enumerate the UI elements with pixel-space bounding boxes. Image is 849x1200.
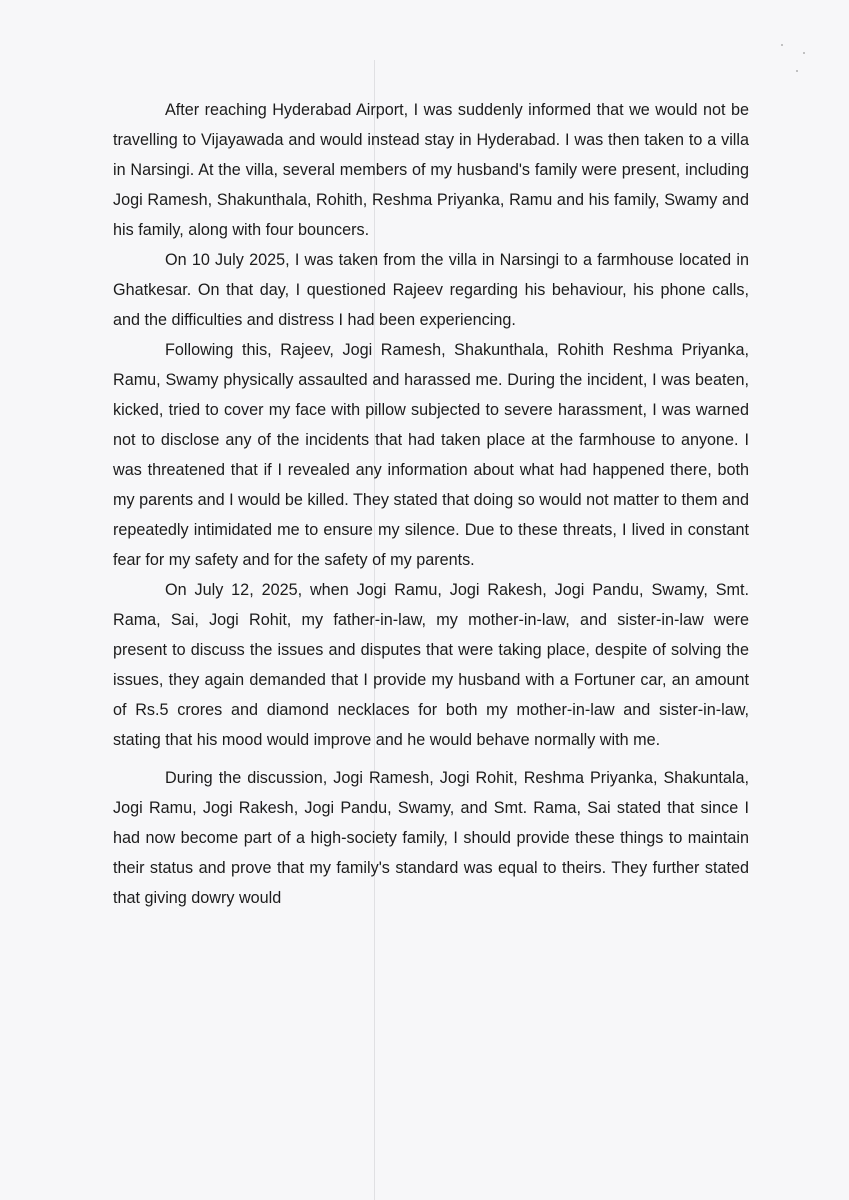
scan-speck [803, 52, 805, 54]
scan-speck [796, 70, 798, 72]
document-body [113, 95, 749, 913]
paragraph-2: On 10 July 2025, I was taken from the villa in Narsingi to a farmhouse located in Ghatkesar. On that day, I questioned Rajeev regarding his behaviour, his phone calls, and the difficulties and distress I had been experiencing. [113, 251, 749, 329]
paragraph-3: Following this, Rajeev, Jogi Ramesh, Shakunthala, Rohith Reshma Priyanka, Ramu, Swamy physically assaulted and harassed me. During the incident, I was beaten, kicked, tried to cover my face with pillow subjected to severe harassment, I was warned not to disclose any of the incidents that had taken place at the farmhouse to anyone. I was threatened that if I revealed any information about what had happened there, both my parents and I would be killed. They stated that doing so would not matter to them and repeatedly intimidated me to ensure my silence. Due to these threats, I lived in constant fear for my safety and for the safety of my parents. [113, 341, 749, 569]
paragraph-5: During the discussion, Jogi Ramesh, Jogi Rohit, Reshma Priyanka, Shakuntala, Jogi Ramu, Jogi Rakesh, Jogi Pandu, Swamy, and Smt. Rama, Sai stated that since I had now become part of a high-society family, I should provide these things to maintain their status and prove that my family's standard was equal to theirs. They further stated that giving dowry would [113, 769, 749, 907]
scan-speck [781, 44, 783, 46]
paragraph-4: On July 12, 2025, when Jogi Ramu, Jogi Rakesh, Jogi Pandu, Swamy, Smt. Rama, Sai, Jogi Rohit, my father-in-law, my mother-in-law, and sister-in-law were present to discuss the issues and disputes that were taking place, despite of solving the issues, they again demanded that I provide my husband with a Fortuner car, an amount of Rs.5 crores and diamond necklaces for both my mother-in-law and sister-in-law, stating that his mood would improve and he would behave normally with me. [113, 581, 749, 749]
paragraph-1: After reaching Hyderabad Airport, I was suddenly informed that we would not be travelling to Vijayawada and would instead stay in Hyderabad. I was then taken to a villa in Narsingi. At the villa, several members of my husband's family were present, including Jogi Ramesh, Shakunthala, Rohith, Reshma Priyanka, Ramu and his family, Swamy and his family, along with four bouncers. [113, 101, 749, 239]
